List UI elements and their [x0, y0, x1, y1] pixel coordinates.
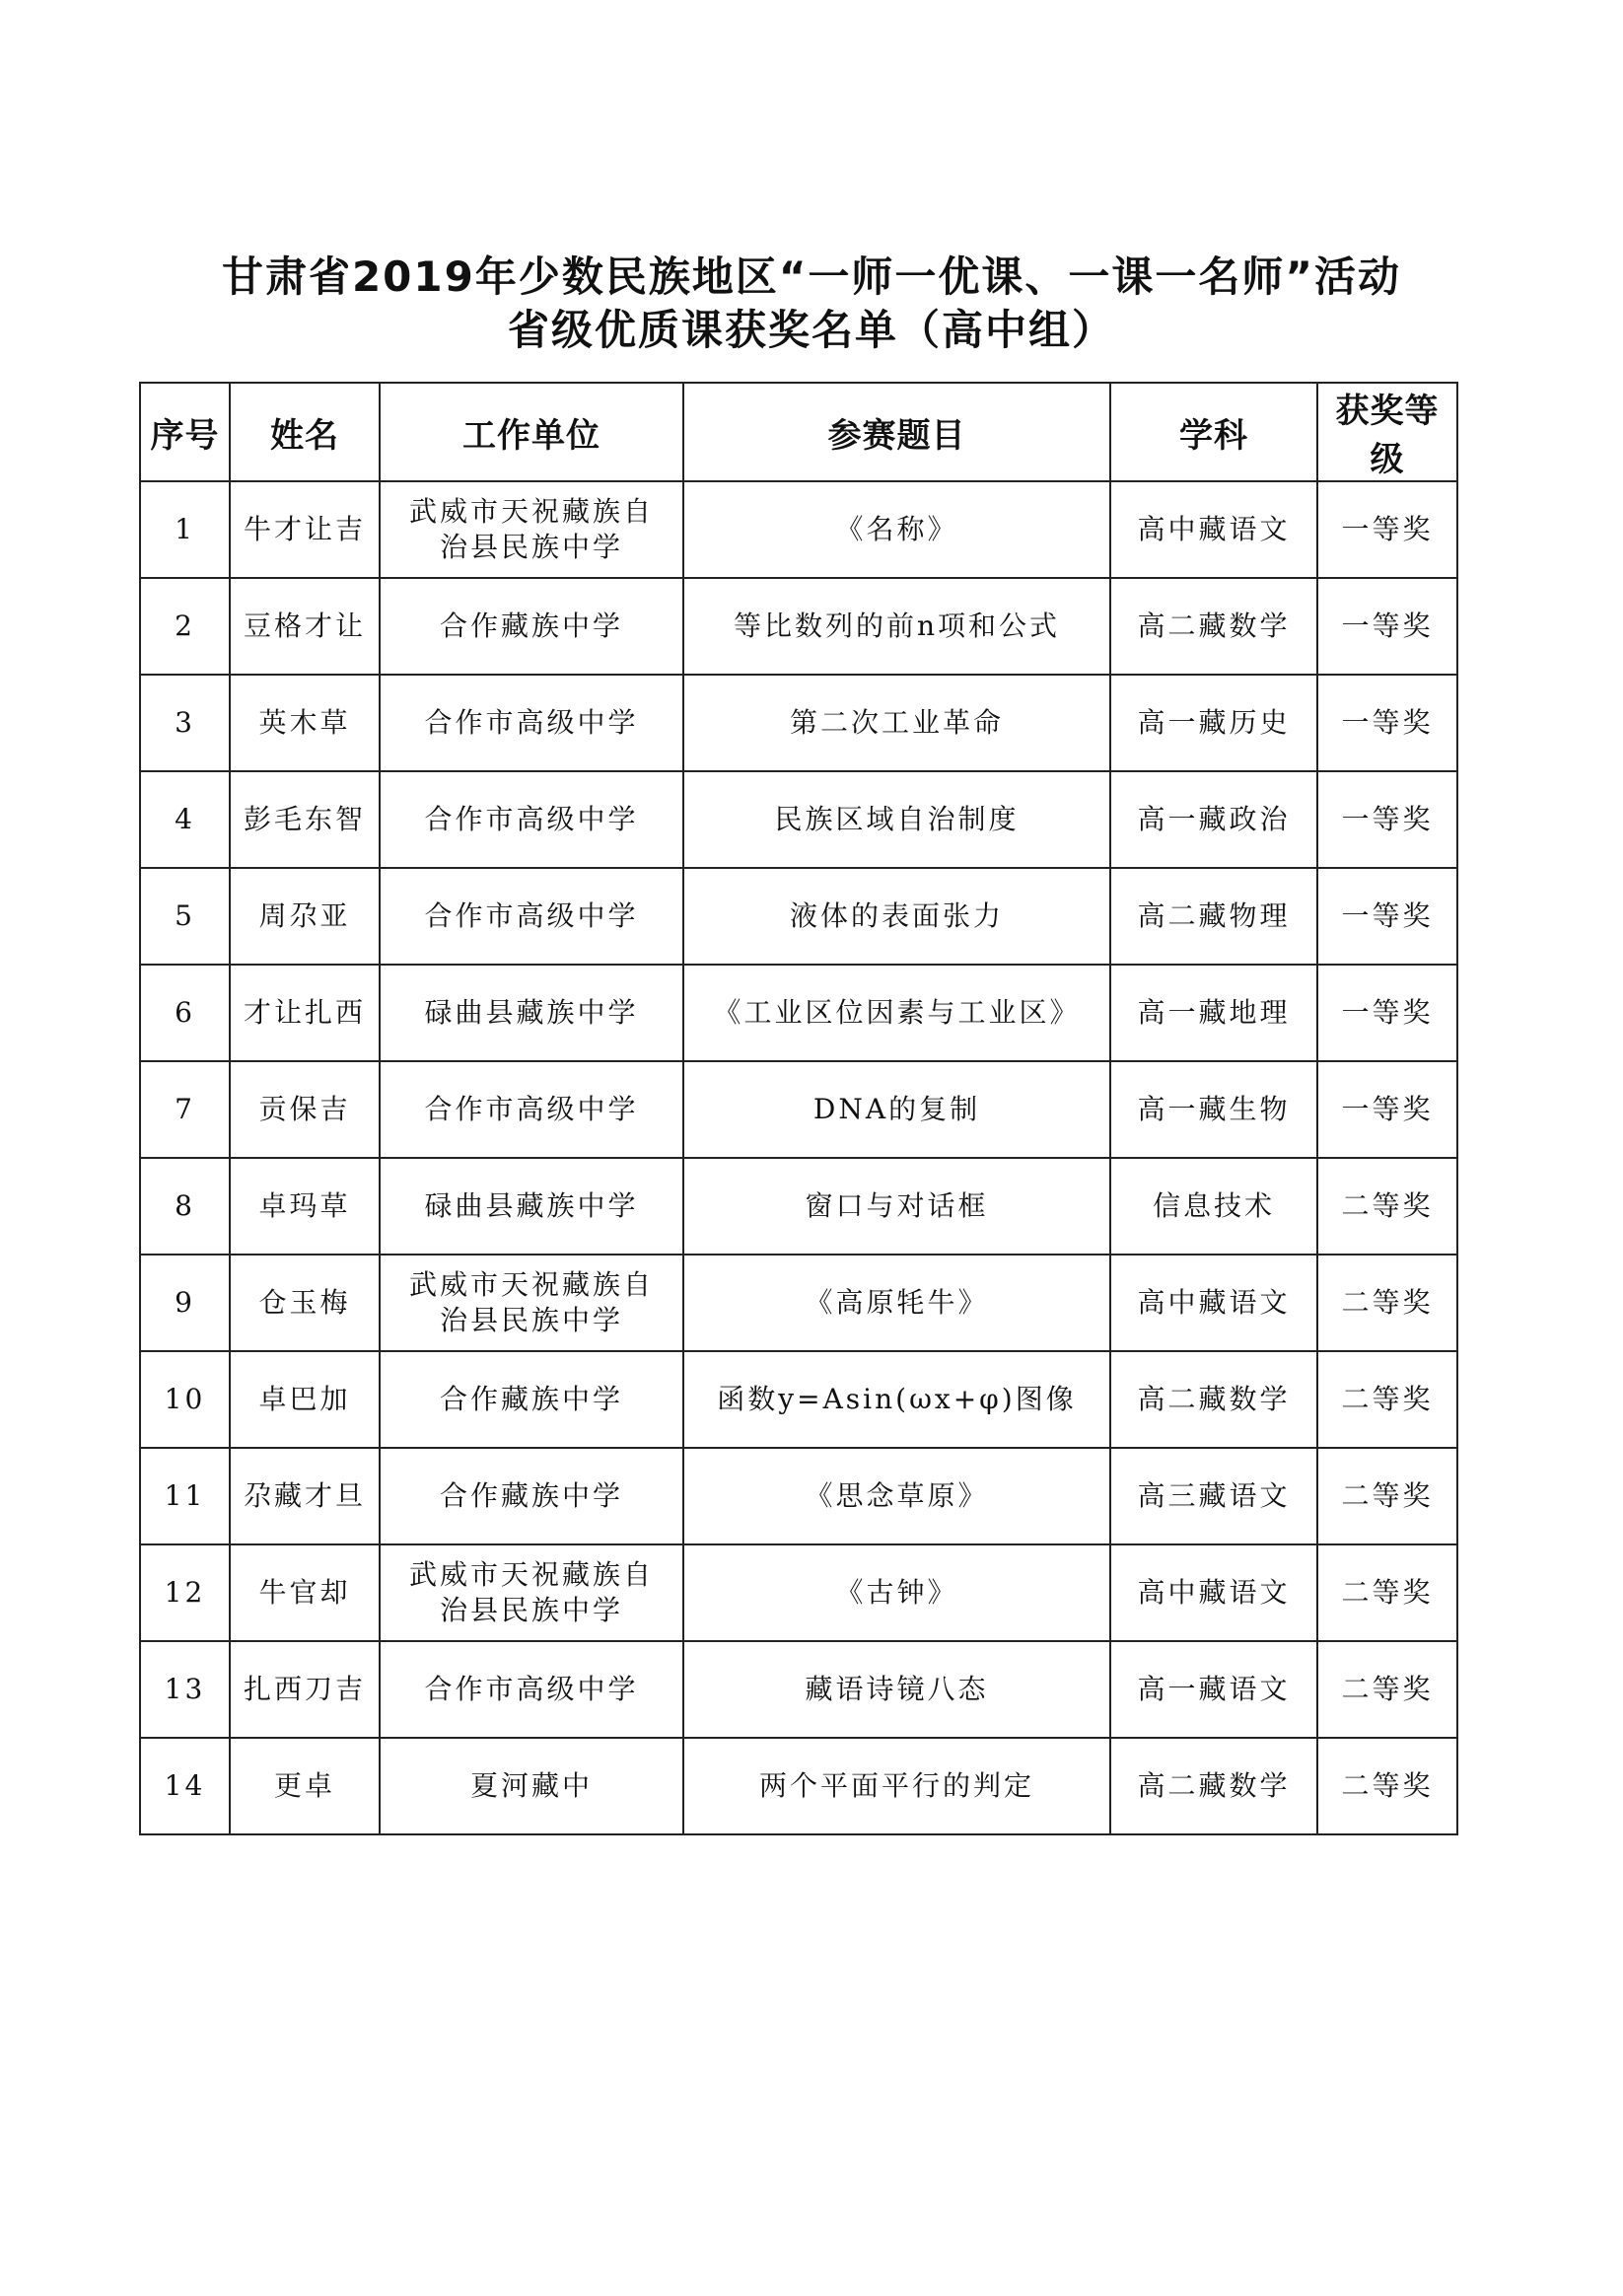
cell-unit-text: 合作市高级中学	[424, 1673, 639, 1705]
cell-subject: 高中藏语文	[1110, 481, 1317, 578]
cell-unit-text: 合作藏族中学	[439, 610, 623, 642]
document-title-line2: 省级优质课获奖名单（高中组）	[507, 306, 1115, 354]
cell-award: 一等奖	[1317, 675, 1457, 771]
table-row	[140, 1738, 1457, 1834]
cell-no: 1	[140, 481, 230, 578]
cell-no: 10	[140, 1351, 230, 1448]
cell-no: 4	[140, 771, 230, 868]
cell-topic: 《名称》	[683, 481, 1110, 578]
cell-unit-text: 合作市高级中学	[424, 706, 639, 739]
cell-unit-text: 合作藏族中学	[439, 1383, 623, 1415]
cell-subject: 高二藏数学	[1110, 578, 1317, 675]
cell-no: 5	[140, 868, 230, 965]
header-topic: 参赛题目	[683, 383, 1110, 481]
cell-subject: 信息技术	[1110, 1158, 1317, 1255]
table-row	[140, 1544, 1457, 1641]
table-row	[140, 481, 1457, 578]
cell-unit	[380, 868, 683, 965]
cell-subject: 高一藏生物	[1110, 1061, 1317, 1158]
cell-name: 更卓	[230, 1738, 380, 1834]
cell-topic: 藏语诗镜八态	[683, 1641, 1110, 1738]
cell-name: 扎西刀吉	[230, 1641, 380, 1738]
cell-award: 二等奖	[1317, 1255, 1457, 1351]
cell-subject: 高二藏物理	[1110, 868, 1317, 965]
cell-name: 贡保吉	[230, 1061, 380, 1158]
header-unit: 工作单位	[380, 383, 683, 481]
cell-award: 一等奖	[1317, 771, 1457, 868]
cell-subject: 高一藏政治	[1110, 771, 1317, 868]
cell-name: 尕藏才旦	[230, 1448, 380, 1544]
cell-unit	[380, 481, 683, 578]
cell-award: 二等奖	[1317, 1738, 1457, 1834]
table-row	[140, 1351, 1457, 1448]
cell-topic: 等比数列的前n项和公式	[683, 578, 1110, 675]
table-row	[140, 1061, 1457, 1158]
cell-unit-text: 武威市天祝藏族自治县民族中学	[408, 1268, 654, 1336]
cell-topic: 函数y=Asin(ωx+φ)图像	[683, 1351, 1110, 1448]
cell-subject: 高二藏数学	[1110, 1351, 1317, 1448]
cell-topic: 两个平面平行的判定	[683, 1738, 1110, 1834]
cell-unit-text: 合作市高级中学	[424, 899, 639, 932]
cell-unit	[380, 965, 683, 1061]
header-name: 姓名	[230, 383, 380, 481]
cell-topic: 《思念草原》	[683, 1448, 1110, 1544]
cell-award: 二等奖	[1317, 1641, 1457, 1738]
header-subject: 学科	[1110, 383, 1317, 481]
cell-unit	[380, 1061, 683, 1158]
table-row	[140, 965, 1457, 1061]
document-title-line1: 甘肃省2019年少数民族地区“一师一优课、一课一名师”活动	[221, 252, 1402, 301]
cell-name: 才让扎西	[230, 965, 380, 1061]
cell-no: 14	[140, 1738, 230, 1834]
cell-name: 豆格才让	[230, 578, 380, 675]
cell-unit-text: 武威市天祝藏族自治县民族中学	[408, 1558, 654, 1626]
cell-unit	[380, 1255, 683, 1351]
cell-name: 周尕亚	[230, 868, 380, 965]
cell-name: 卓巴加	[230, 1351, 380, 1448]
table-row	[140, 1255, 1457, 1351]
cell-unit	[380, 1544, 683, 1641]
cell-no: 11	[140, 1448, 230, 1544]
cell-subject: 高中藏语文	[1110, 1544, 1317, 1641]
cell-unit	[380, 1448, 683, 1544]
cell-subject: 高二藏数学	[1110, 1738, 1317, 1834]
cell-unit-text: 碌曲县藏族中学	[424, 996, 639, 1029]
cell-award: 一等奖	[1317, 1061, 1457, 1158]
cell-unit-text: 武威市天祝藏族自治县民族中学	[408, 495, 654, 563]
cell-unit	[380, 1158, 683, 1255]
cell-no: 3	[140, 675, 230, 771]
cell-unit-text: 合作市高级中学	[424, 803, 639, 835]
cell-award: 二等奖	[1317, 1448, 1457, 1544]
cell-name: 彭毛东智	[230, 771, 380, 868]
header-award: 获奖等级	[1317, 383, 1457, 481]
cell-topic: DNA的复制	[683, 1061, 1110, 1158]
header-no: 序号	[140, 383, 230, 481]
cell-name: 卓玛草	[230, 1158, 380, 1255]
cell-no: 13	[140, 1641, 230, 1738]
cell-topic: 《高原牦牛》	[683, 1255, 1110, 1351]
cell-unit	[380, 675, 683, 771]
cell-award: 一等奖	[1317, 481, 1457, 578]
cell-no: 7	[140, 1061, 230, 1158]
awards-table	[139, 382, 1458, 1835]
table-row	[140, 1158, 1457, 1255]
table-header-row	[140, 383, 1457, 481]
cell-unit	[380, 771, 683, 868]
cell-topic: 窗口与对话框	[683, 1158, 1110, 1255]
cell-topic: 第二次工业革命	[683, 675, 1110, 771]
cell-subject: 高中藏语文	[1110, 1255, 1317, 1351]
cell-topic: 液体的表面张力	[683, 868, 1110, 965]
cell-unit	[380, 1641, 683, 1738]
cell-subject: 高一藏历史	[1110, 675, 1317, 771]
cell-unit	[380, 578, 683, 675]
cell-subject: 高三藏语文	[1110, 1448, 1317, 1544]
cell-award: 二等奖	[1317, 1351, 1457, 1448]
cell-no: 2	[140, 578, 230, 675]
cell-name: 牛官却	[230, 1544, 380, 1641]
cell-award: 二等奖	[1317, 1158, 1457, 1255]
cell-award: 一等奖	[1317, 868, 1457, 965]
cell-subject: 高一藏地理	[1110, 965, 1317, 1061]
cell-name: 仓玉梅	[230, 1255, 380, 1351]
cell-award: 一等奖	[1317, 965, 1457, 1061]
cell-unit-text: 合作市高级中学	[424, 1093, 639, 1125]
cell-name: 英木草	[230, 675, 380, 771]
cell-topic: 民族区域自治制度	[683, 771, 1110, 868]
cell-no: 12	[140, 1544, 230, 1641]
cell-name: 牛才让吉	[230, 481, 380, 578]
cell-no: 8	[140, 1158, 230, 1255]
cell-no: 9	[140, 1255, 230, 1351]
table-row	[140, 578, 1457, 675]
cell-unit	[380, 1738, 683, 1834]
table-row	[140, 675, 1457, 771]
cell-unit-text: 合作藏族中学	[439, 1479, 623, 1512]
cell-award: 一等奖	[1317, 578, 1457, 675]
cell-subject: 高一藏语文	[1110, 1641, 1317, 1738]
cell-topic: 《古钟》	[683, 1544, 1110, 1641]
cell-no: 6	[140, 965, 230, 1061]
table-row	[140, 868, 1457, 965]
cell-unit-text: 碌曲县藏族中学	[424, 1189, 639, 1222]
cell-topic: 《工业区位因素与工业区》	[683, 965, 1110, 1061]
cell-award: 二等奖	[1317, 1544, 1457, 1641]
cell-unit	[380, 1351, 683, 1448]
cell-unit-text: 夏河藏中	[469, 1769, 593, 1802]
table-row	[140, 1448, 1457, 1544]
table-row	[140, 771, 1457, 868]
table-row	[140, 1641, 1457, 1738]
